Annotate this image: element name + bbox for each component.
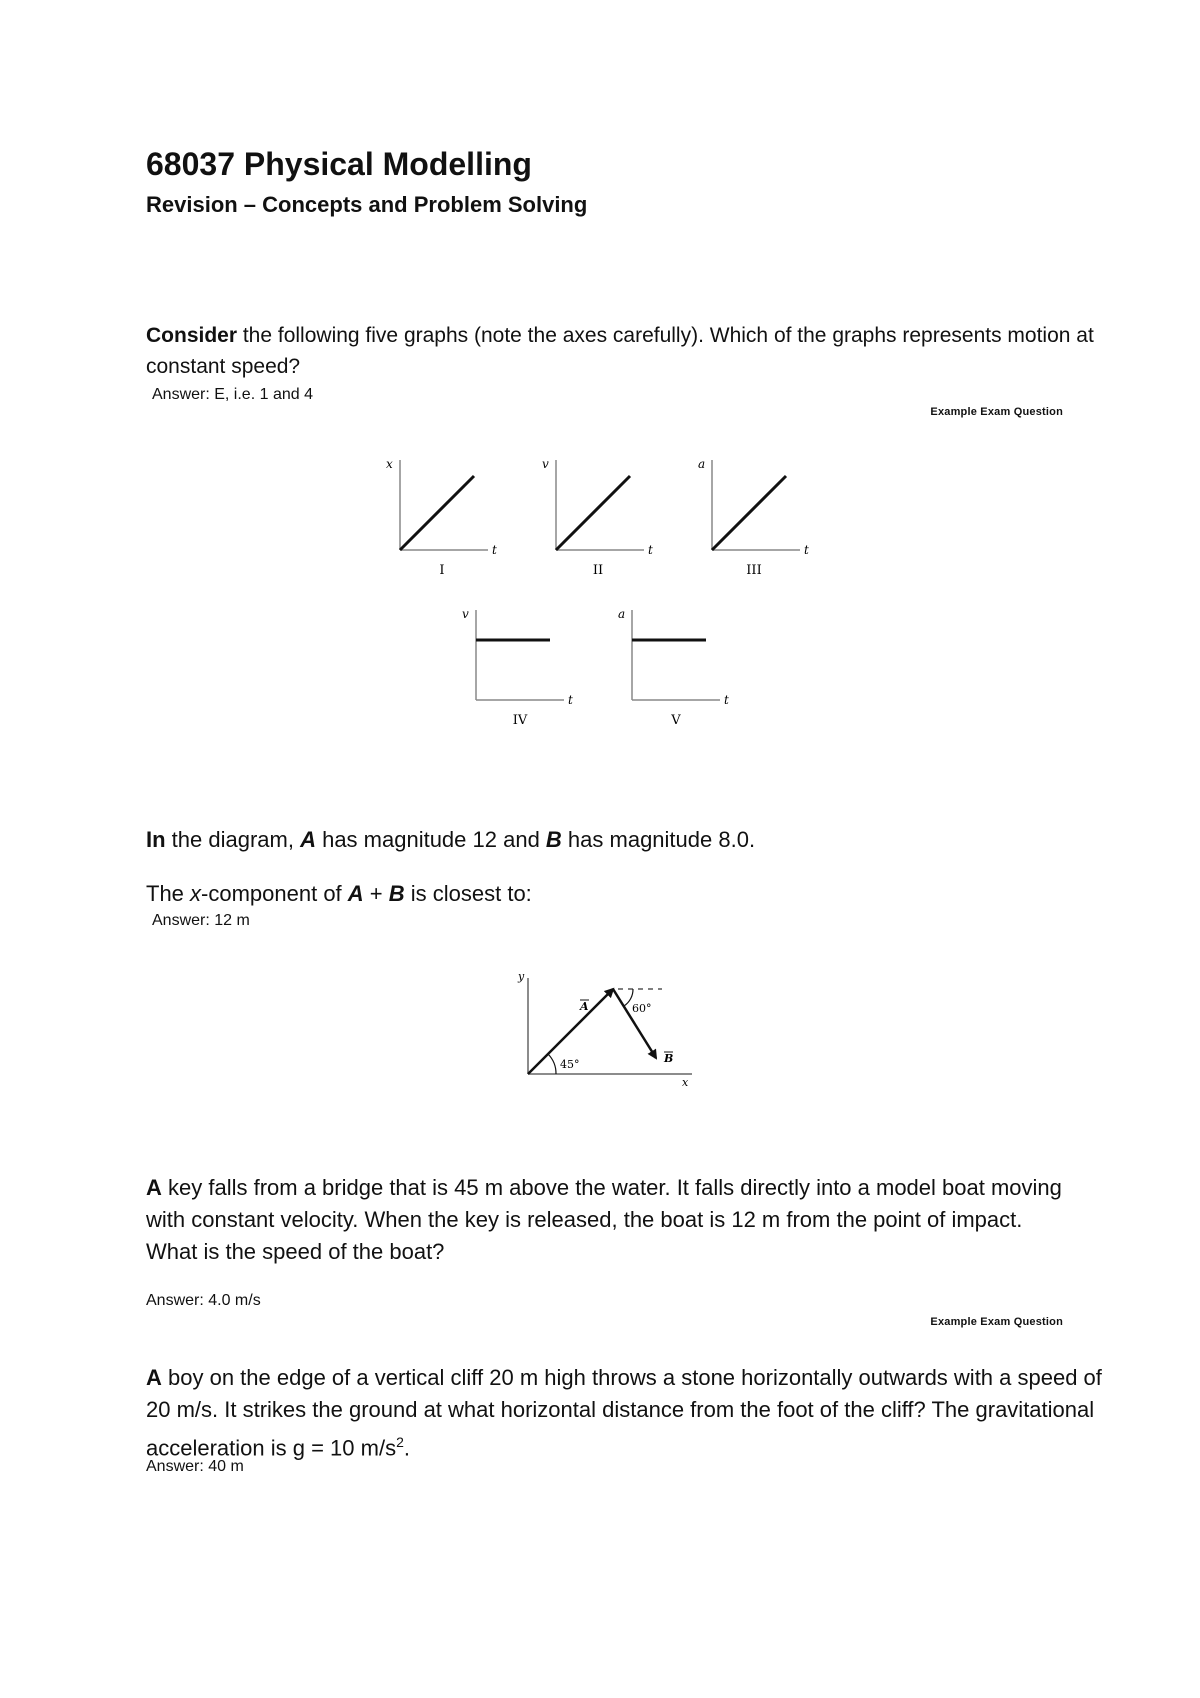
angle-45-label: 45° xyxy=(560,1058,580,1071)
question-2-text-c: has magnitude 8.0. xyxy=(561,827,756,852)
angle-45-arc xyxy=(548,1054,556,1074)
graph-1-y-label: x xyxy=(386,457,393,471)
x-variable: x xyxy=(190,881,202,906)
question-3-lead: A xyxy=(146,1175,162,1200)
question-4 xyxy=(146,1362,1106,1464)
question-4-answer: Answer: 40 m xyxy=(146,1458,244,1475)
graph-3-line xyxy=(712,476,786,550)
graph-1-numeral: I xyxy=(439,563,445,578)
vector-b-diagram-label: B xyxy=(664,1052,674,1065)
vector-a-label-2: A xyxy=(347,881,364,906)
graph-5-x-label: t xyxy=(724,693,729,707)
question-2-line-1 xyxy=(146,824,1106,855)
graph-5-numeral: V xyxy=(671,713,681,728)
graph-4-numeral: IV xyxy=(512,713,528,728)
question-3 xyxy=(146,1172,1066,1268)
question-3-exam-tag: Example Exam Question xyxy=(930,1316,1063,1328)
question-2-text-a: the diagram, xyxy=(165,827,301,852)
question-1-lead: Consider xyxy=(146,324,238,347)
y-axis-label: y xyxy=(518,970,525,983)
graph-1-x-label: t xyxy=(492,543,497,557)
question-1-exam-tag: Example Exam Question xyxy=(930,406,1063,418)
graph-3-numeral: III xyxy=(746,563,762,578)
question-2-text-f: is closest to: xyxy=(404,881,532,906)
question-4-lead: A xyxy=(146,1365,162,1390)
question-3-text: key falls from a bridge that is 45 m above the water. It falls directly into a model boat moving with constant velocity. When the key is released, the boat is 12 m from the point of impact. What is the speed of the boat? xyxy=(146,1175,1062,1264)
graph-4-x-label: t xyxy=(568,693,573,707)
question-2-answer: Answer: 12 m xyxy=(152,912,250,929)
x-axis-label: x xyxy=(682,1076,689,1089)
plus-sign: + xyxy=(363,881,389,906)
graph-3-y-label: a xyxy=(698,457,706,471)
question-4-text: boy on the edge of a vertical cliff 20 m high throws a stone horizontally outwards with a speed of 20 m/s. It strikes the ground at what horizontal distance from the foot of the cliff? The gravitational acceleration is g = 10 m/s xyxy=(146,1365,1102,1461)
graph-2 xyxy=(542,457,653,578)
graph-4 xyxy=(462,607,573,728)
vector-b-arrow xyxy=(613,989,656,1058)
graph-2-y-label: v xyxy=(542,457,549,471)
vector-a-label: A xyxy=(300,827,316,852)
graphs-figure xyxy=(380,452,820,742)
page-subtitle: Revision – Concepts and Problem Solving xyxy=(146,192,588,217)
page-title: 68037 Physical Modelling xyxy=(146,146,532,182)
question-1 xyxy=(146,320,1106,382)
graph-3 xyxy=(698,457,809,578)
graph-4-y-label: v xyxy=(462,607,469,621)
angle-60-label: 60° xyxy=(632,1002,652,1015)
graph-5 xyxy=(618,607,729,728)
question-4-superscript: 2 xyxy=(396,1434,404,1450)
question-1-text: the following five graphs (note the axes carefully). Which of the graphs represents motion at constant speed? xyxy=(146,324,1094,378)
question-4-end: . xyxy=(403,1435,410,1461)
question-2-line-2 xyxy=(146,878,1106,909)
question-3-answer: Answer: 4.0 m/s xyxy=(146,1292,261,1309)
graph-1 xyxy=(386,457,497,578)
question-1-answer: Answer: E, i.e. 1 and 4 xyxy=(152,386,313,403)
question-2-lead: In xyxy=(146,827,166,852)
vector-a-diagram-label: A xyxy=(580,1000,589,1013)
question-2-text-e: -component of xyxy=(201,881,348,906)
graph-1-line xyxy=(400,476,474,550)
graph-2-line xyxy=(556,476,630,550)
graph-2-numeral: II xyxy=(592,563,604,578)
graph-3-x-label: t xyxy=(804,543,809,557)
graph-5-y-label: a xyxy=(618,607,626,621)
vector-b-label-2: B xyxy=(388,881,405,906)
question-2-text-d: The xyxy=(146,881,191,906)
vector-diagram xyxy=(510,962,710,1092)
question-2-text-b: has magnitude 12 and xyxy=(315,827,546,852)
vector-b-label: B xyxy=(545,827,562,852)
graph-2-x-label: t xyxy=(648,543,653,557)
